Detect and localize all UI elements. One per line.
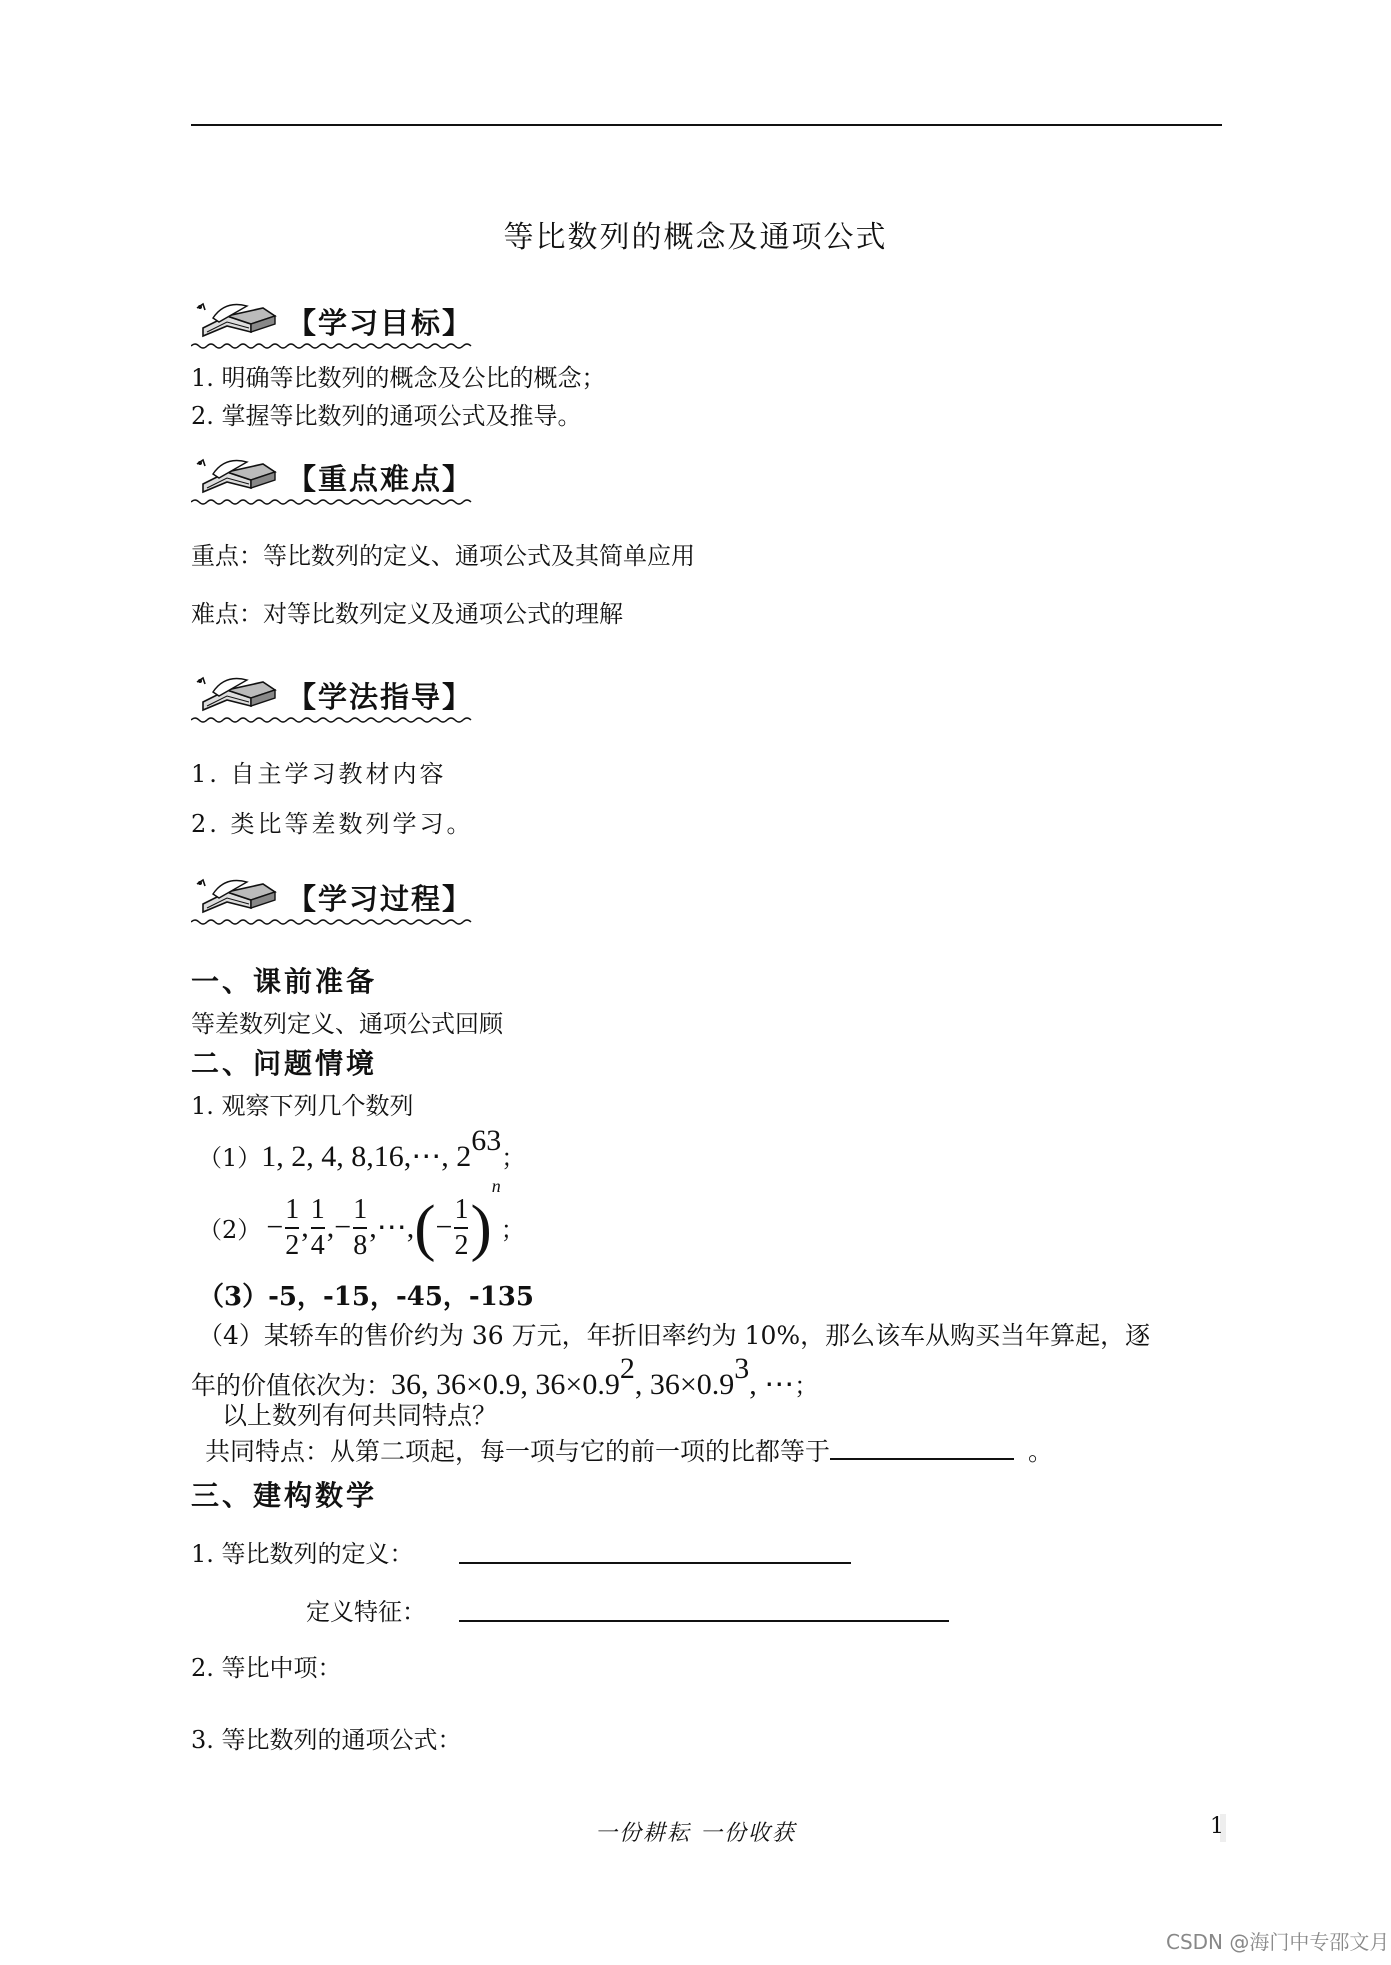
- sequence-4-exp-b: 3: [734, 1352, 750, 1385]
- part2-heading: 二、问题情境: [191, 1047, 378, 1080]
- books-pen-icon: [191, 672, 283, 716]
- geometric-mean-label: 2. 等比中项：: [191, 1654, 342, 1682]
- wavy-underline: [191, 918, 473, 926]
- definition-feature-blank[interactable]: [459, 1598, 949, 1622]
- common-feature: [205, 1432, 1053, 1468]
- sequence-4-exp-a: 2: [619, 1352, 635, 1385]
- section-label-goals: 【学习目标】: [287, 306, 474, 340]
- sequence-4-line-1: （4）某轿车的售价约为 36 万元，年折旧率约为 10%，那么该车从购买当年算起，逐: [198, 1321, 1151, 1350]
- page-number: 1: [1210, 1814, 1224, 1839]
- sequence-1-exponent: 63: [471, 1124, 502, 1157]
- sequence-1-terms: 1, 2, 4, 8,16,⋯, 2: [261, 1140, 472, 1173]
- fraction-4-num: 1: [454, 1193, 469, 1225]
- minus-sign: −: [334, 1210, 352, 1244]
- method-item-2: 2. 类比等差数列学习。: [191, 810, 474, 838]
- definition-feature-label: 定义特征：: [306, 1598, 426, 1626]
- section-label-process: 【学习过程】: [287, 882, 474, 916]
- section-header-methods: [191, 670, 473, 720]
- sequence-4-end: ；: [794, 1372, 819, 1400]
- key-point: 重点：等比数列的定义、通项公式及其简单应用: [191, 542, 695, 570]
- goal-item-1: 1. 明确等比数列的概念及公比的概念；: [191, 364, 606, 392]
- fraction-1: [285, 1193, 299, 1263]
- common-question: 以上数列有何共同特点？: [222, 1401, 498, 1430]
- fraction-4-den: 2: [454, 1227, 468, 1263]
- fraction-2-num: 1: [310, 1193, 325, 1225]
- sequence-4-terms-c: , ⋯: [749, 1368, 795, 1401]
- sequence-2-exponent: n: [491, 1176, 501, 1196]
- general-formula-label: 3. 等比数列的通项公式：: [191, 1726, 462, 1754]
- definition-label: 1. 等比数列的定义：: [191, 1540, 414, 1568]
- part1-heading: 一、课前准备: [191, 965, 378, 998]
- header-rule: [191, 124, 1222, 126]
- wavy-underline: [191, 498, 473, 506]
- section-label-methods: 【学法指导】: [287, 680, 474, 714]
- section-header-goals: [191, 296, 473, 346]
- sequence-2: [198, 1176, 525, 1265]
- sequence-4-prefix: 年的价值依次为：: [191, 1371, 392, 1400]
- answer-blank[interactable]: [830, 1436, 1014, 1460]
- right-paren: ): [470, 1191, 492, 1263]
- books-pen-icon: [191, 298, 283, 342]
- definition-blank[interactable]: [459, 1540, 851, 1564]
- watermark: CSDN @海门中专邵文月: [1166, 1930, 1390, 1954]
- comma: ,: [301, 1210, 309, 1244]
- comma: ,: [326, 1210, 335, 1244]
- fraction-4: [454, 1193, 468, 1263]
- part1-text: 等差数列定义、通项公式回顾: [191, 1010, 503, 1038]
- section-label-keypoints: 【重点难点】: [287, 462, 474, 496]
- sequence-4-terms-a: 36, 36×0.9, 36×0.9: [391, 1368, 620, 1401]
- fraction-3-num: 1: [353, 1193, 368, 1225]
- minus-sign: −: [435, 1210, 453, 1244]
- goal-item-2: 2. 掌握等比数列的通项公式及推导。: [191, 402, 582, 430]
- sequence-1-end: ；: [501, 1144, 526, 1172]
- sequence-4-line-2: [191, 1352, 818, 1402]
- page-title: 等比数列的概念及通项公式: [503, 220, 888, 255]
- fraction-3-den: 8: [353, 1227, 367, 1263]
- part2-intro: 1. 观察下列几个数列: [191, 1092, 414, 1120]
- fraction-1-den: 2: [285, 1227, 299, 1263]
- difficult-point: 难点：对等比数列定义及通项公式的理解: [191, 600, 623, 628]
- sequence-2-label: （2）: [198, 1216, 262, 1244]
- common-feature-text: 共同特点：从第二项起，每一项与它的前一项的比都等于: [205, 1437, 831, 1466]
- minus-sign: −: [266, 1210, 284, 1244]
- sequence-1-label: （1）: [198, 1144, 262, 1172]
- left-paren: (: [414, 1191, 436, 1263]
- fraction-2: [311, 1193, 325, 1263]
- wavy-underline: [191, 716, 473, 724]
- method-item-1: 1. 自主学习教材内容: [191, 760, 447, 788]
- footer-motto: 一份耕耘 一份收获: [595, 1821, 796, 1846]
- wavy-underline: [191, 342, 473, 350]
- ellipsis: ,⋯,: [369, 1211, 415, 1244]
- sequence-3: （3）-5，-15，-45，-135: [198, 1282, 534, 1312]
- common-feature-end: 。: [1028, 1437, 1054, 1466]
- section-header-keypoints: [191, 452, 473, 502]
- fraction-2-den: 4: [311, 1227, 325, 1263]
- part3-heading: 三、建构数学: [191, 1479, 378, 1512]
- sequence-4-terms-b: , 36×0.9: [634, 1368, 735, 1401]
- sequence-1: [198, 1124, 525, 1174]
- books-pen-icon: [191, 454, 283, 498]
- section-header-process: [191, 872, 473, 922]
- sequence-2-end: ；: [500, 1216, 525, 1244]
- books-pen-icon: [191, 874, 283, 918]
- fraction-3: [353, 1193, 367, 1263]
- fraction-1-num: 1: [285, 1193, 300, 1225]
